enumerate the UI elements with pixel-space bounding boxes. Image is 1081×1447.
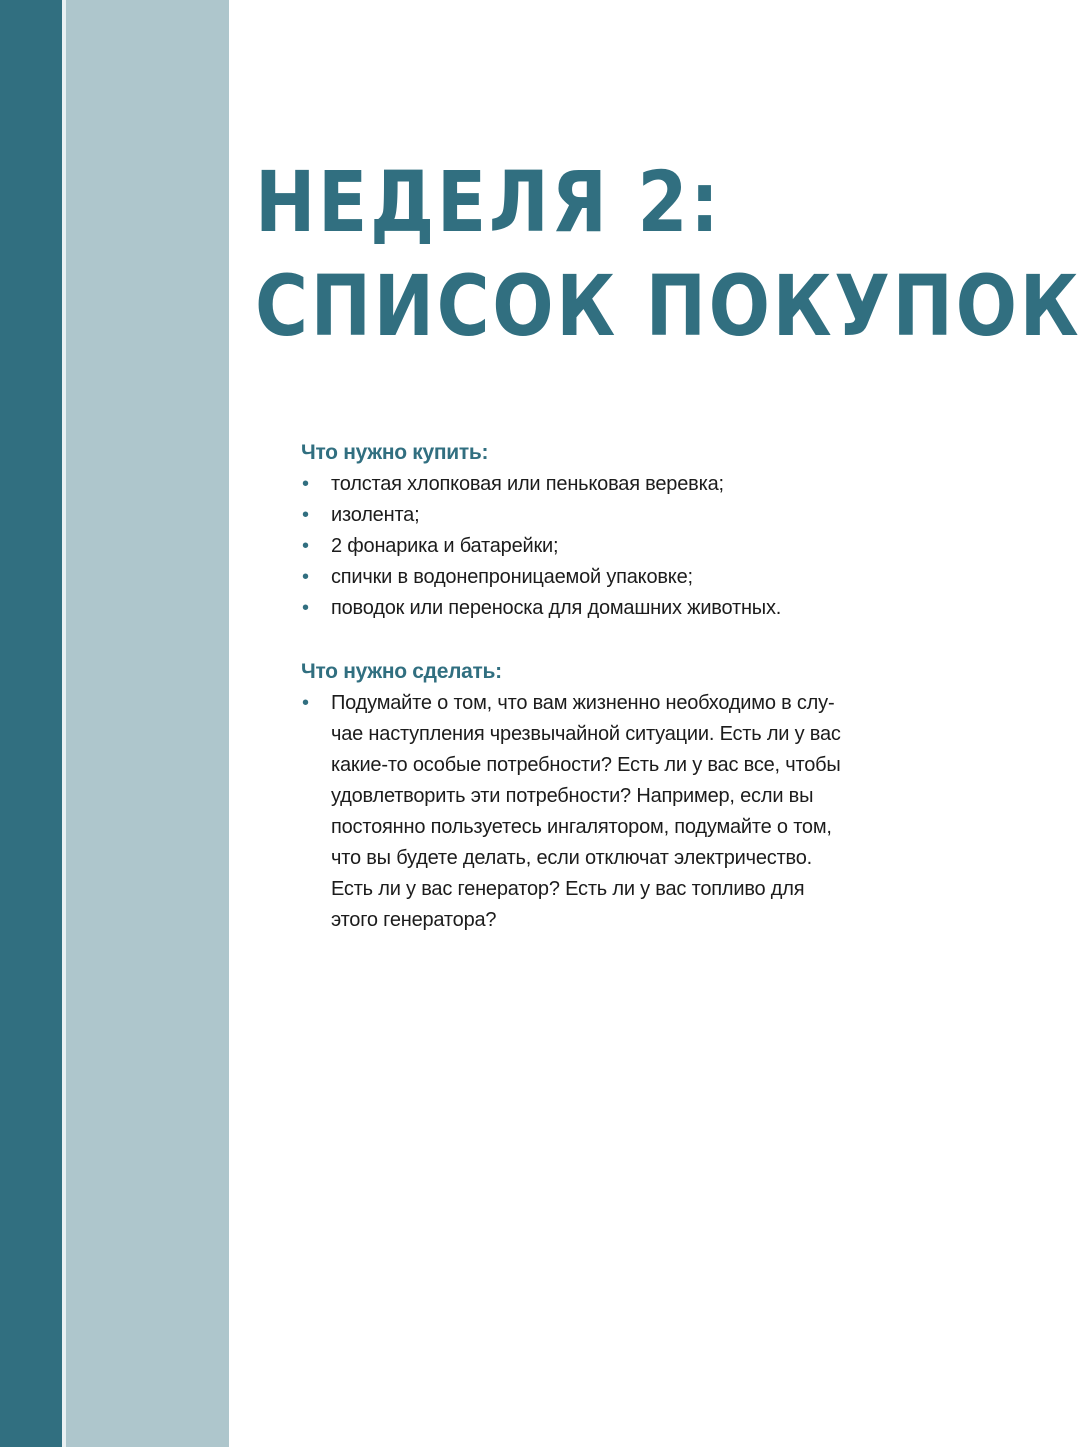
bullet-icon: • <box>302 597 309 619</box>
list-item <box>301 562 901 593</box>
bullet-icon: • <box>302 473 309 495</box>
buy-heading: Что нужно купить: <box>301 441 489 464</box>
list-item-text: 2 фонарика и батарейки; <box>331 535 559 557</box>
paragraph-line: чае наступления чрезвычайной ситуации. Есть ли у вас <box>331 723 841 745</box>
paragraph-text <box>331 688 883 936</box>
list-item-text: изолента; <box>331 504 420 526</box>
bullet-icon: • <box>302 504 309 526</box>
left-dark-stripe <box>0 0 62 1447</box>
title-line-2: СПИСОК ПОКУПОК <box>255 257 1081 355</box>
list-item-text: поводок или переноска для домашних животных. <box>331 597 782 619</box>
paragraph-line: какие-то особые потребности? Есть ли у вас все, чтобы <box>331 754 841 776</box>
buy-list <box>301 469 901 624</box>
paragraph-line: что вы будете делать, если отключат электричество. <box>331 847 813 869</box>
paragraph-line: удовлетворить эти потребности? Например, если вы <box>331 785 814 807</box>
bullet-icon: • <box>302 692 309 714</box>
do-section <box>301 658 901 936</box>
paragraph-line: этого генератора? <box>331 909 497 931</box>
list-item <box>301 531 901 562</box>
paragraph-line: Есть ли у вас генератор? Есть ли у вас топливо для <box>331 878 805 900</box>
list-item-text: спички в водонепроницаемой упаковке; <box>331 566 693 588</box>
page-title <box>255 150 1081 358</box>
list-item <box>301 688 901 936</box>
list-item <box>301 500 901 531</box>
title-line-1: НЕДЕЛЯ 2: <box>255 153 722 251</box>
left-light-stripe <box>66 0 229 1447</box>
list-item-text: толстая хлопковая или пеньковая веревка; <box>331 473 724 495</box>
bullet-icon: • <box>302 535 309 557</box>
paragraph-line: Подумайте о том, что вам жизненно необходимо в слу- <box>331 692 835 714</box>
bullet-icon: • <box>302 566 309 588</box>
do-heading: Что нужно сделать: <box>301 660 502 683</box>
buy-section <box>301 439 901 624</box>
do-list <box>301 688 901 936</box>
list-item <box>301 593 901 624</box>
paragraph-line: постоянно пользуетесь ингалятором, подумайте о том, <box>331 816 832 838</box>
list-item <box>301 469 901 500</box>
